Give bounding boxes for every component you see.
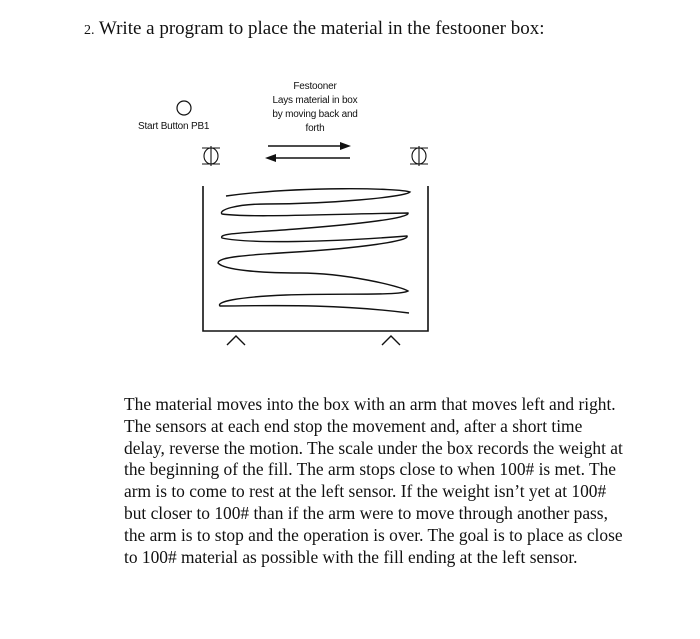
problem-number: 2. xyxy=(84,23,95,38)
festooner-box xyxy=(203,186,428,331)
festooner-caption-line: forth xyxy=(305,123,325,134)
start-button-label: Start Button PB1 xyxy=(138,121,210,132)
start-button-icon xyxy=(177,101,191,115)
festooner-caption-line: Lays material in box xyxy=(272,95,358,106)
problem-title: Write a program to place the material in the festooner box: xyxy=(98,18,545,39)
festooner-caption-line: by moving back and xyxy=(272,109,358,120)
left-sensor-icon xyxy=(202,146,220,166)
right-scale-support-icon xyxy=(382,336,400,345)
move-right-arrow-icon xyxy=(268,142,351,150)
right-sensor-icon xyxy=(410,146,428,166)
left-scale-support-icon xyxy=(227,336,245,345)
problem-description: The material moves into the box with an arm that moves left and right. The sensors at each end stop the movement and, after a short time delay, reverse the motion. The scale under the box records the weight at the beginning of the fill. The arm stops close to when 100# is met. The arm is to come to rest at the left sensor. If the weight isn’t yet at 100# but closer to 100# than if the arm were to move through another pass, the arm is to stop and the operation is over. The goal is to place as close to 100# material as possible with the fill ending at the left sensor. xyxy=(124,394,623,567)
folded-material xyxy=(218,189,410,313)
festooner-caption xyxy=(258,80,372,136)
festooner-caption-line: Festooner xyxy=(293,81,337,92)
move-left-arrow-icon xyxy=(265,154,350,162)
